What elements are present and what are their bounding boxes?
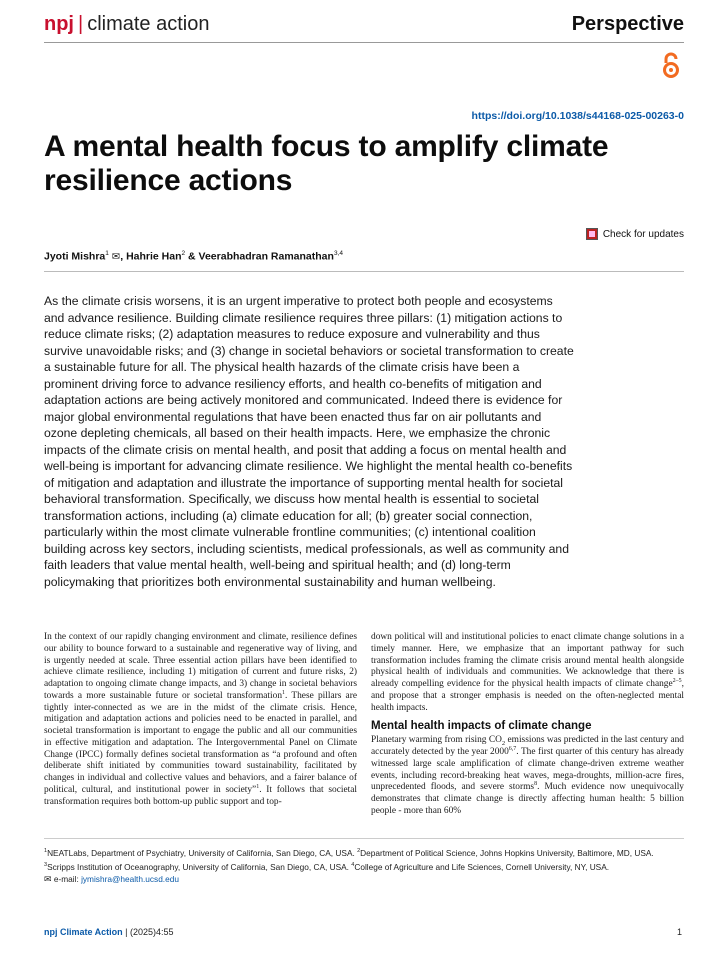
footer-volume: (2025)4:55 [130,927,174,937]
citation-mark[interactable]: 8 [534,781,538,788]
body-text: , and propose that a stronger emphasis is needed on the often-neglected mental health impacts. [371,679,684,713]
body-text: emissions was predicted in the last century and accurately detected by the year 2000 [371,735,684,757]
affiliation-mark: 3 [44,861,48,868]
subscript: 2 [501,740,506,748]
body-paragraph [371,735,684,817]
affiliations-divider [44,838,684,839]
affiliation-mark: 2 [357,848,361,854]
body-text: . It follows that societal transformation requires both bottom-up public support and top- [44,784,357,807]
footer-journal: npj Climate Action [44,927,123,937]
affiliation-text: College of Agriculture and Life Sciences, Cornell University, NY, USA. [354,861,610,872]
body-text: Planetary warming from rising CO [371,735,502,746]
journal-separator: | [78,13,84,35]
section-heading: Mental health impacts of climate change [371,720,592,733]
affiliation-mark: 1 [44,848,48,854]
body-column-left [44,632,357,808]
body-paragraph [44,632,357,808]
article-type: Perspective [571,13,684,35]
page-number: 1 [676,927,682,937]
citation-mark[interactable]: 1 [256,783,260,790]
article-title: A mental health focus to amplify climate resilience actions [44,130,609,197]
author-name[interactable]: Hahrie Han [126,250,182,263]
author-name[interactable]: Veerabhadran Ramanathan [198,250,334,263]
check-updates-label: Check for updates [602,228,684,240]
author-separator: & [185,250,199,263]
mail-icon[interactable]: ✉ [111,251,121,263]
body-text: In the context of our rapidly changing environment and climate, resilience defines our ability to bounce forward to a sustainable and regenerative way of living, and is urgently needed at scale. Three essential action pillars have been identified to achieve climate resilience, including 1) mitigation of current and future risks, 2) adaptation to ongoing climate change impacts, and 3) change in societal behaviors towards a more sustainable future or societal transformation [44,632,357,701]
body-text: . These pillars are tightly inter-connected as we are in the midst of the climate crisis. Hence, mitigation and adaptation actions and policies need to be enacted in parallel, and societal transformation is important to engage the public and all our communities in effective mitigation and adaptation. The Intergovernmental Panel on Climate Change (IPCC) formally defines societal transformation as “a profound and often deliberate shift initiated by communities toward sustainability, facilitated by changes in individual and collective values and behaviors, and a fairer balance of political, cultural, and institutional power in society” [44,690,357,795]
body-column-right [371,632,684,818]
citation-mark[interactable]: 2–5 [672,677,682,684]
header-divider [44,42,684,43]
author-list [44,250,343,263]
doi-link[interactable]: https://doi.org/10.1038/s44168-025-00263-0 [471,110,684,122]
author-separator: , [120,250,127,263]
check-for-updates-button[interactable] [586,228,684,240]
body-text: . Much evidence now unequivocally demonstrates that climate change is directly affecting human health: 5 billion people - more than 60% [371,782,684,816]
author-affiliation-mark: 2 [181,250,186,257]
affiliation-text: NEATLabs, Department of Psychiatry, University of California, San Diego, CA, USA. [47,847,358,858]
journal-title: climate action [87,13,210,35]
author-affiliation-mark: 3,4 [333,250,343,257]
journal-brand: npj [44,13,74,35]
body-text: down political will and institutional policies to enact climate change solutions in a timely manner. Here, we emphasize that an important pathway for such transformation includes framing the climate crisis around mental health alongside physical health of individuals and communities. We acknowledge that there is already compelling evidence for the physical health impacts of climate change [371,632,684,689]
email-label: e-mail: [51,873,82,884]
footer-separator: | [122,927,131,937]
abstract: As the climate crisis worsens, it is an urgent imperative to protect both people and ecosystems and advance resilience. Building climate resilience requires three pillars: (1) mitigation actions to reduce climate risks; (2) adaptation measures to reduce exposure and vulnerability and thus survive unavoidable risks; and (3) change in societal behaviors or societal transformation to create a sustainable future for all. The physical health hazards of the climate crisis have been a prominent driving force to advance resiliency efforts, and health co-benefits of mitigation and adaptation actions are being actively monitored and communicated. Indeed there is evidence for major global environmental regulations that have been enacted thus far on air pollutants and ozone depleting chemicals, all based on their health impacts. Here, we emphasize the chronic impacts of the climate crisis on mental health, and posit that adding a focus on mental health and well-being is important for advancing climate resilience. We highlight the mental health co-benefits of mitigation and adaptation and illustrate the importance of supporting mental health for societal behavioral transformation. Specifically, we discuss how mental health is essential to societal transformation actions, including (a) climate education for all; (b) greater social connection, particularly within the most climate vulnerable frontline communities; (c) intentional coalition building across key sectors, including scientists, medical professionals, as well as community and faith leaders that value mental health, well-being and spiritual health; and (d) long-term policymaking that prioritizes both environmental sustainability and human wellbeing. [44,294,574,589]
body-text: . The first quarter of this century has already witnessed large scale amplification of climate change-driven extreme weather events, including record-breaking heat waves, mega-droughts, million-acre fires, unprecedented floods, and severe storms [371,747,684,793]
journal-name [44,13,209,36]
author-affiliation-mark: 1 [105,250,109,257]
affiliation-text: Department of Political Science, Johns Hopkins University, Baltimore, MD, USA. [360,847,654,858]
citation-mark[interactable]: 6,7 [508,745,517,752]
open-access-icon [660,52,682,80]
affiliation-mark: 4 [351,861,355,868]
citation-mark[interactable]: 1 [282,689,286,696]
authors-divider [44,271,684,272]
check-updates-icon [586,228,598,240]
email-link[interactable]: jymishra@health.ucsd.edu [81,873,179,884]
footer-citation [44,927,174,937]
body-paragraph [371,632,684,714]
affiliations [44,845,686,885]
affiliation-text: Scripps Institution of Oceanography, University of California, San Diego, CA, USA. [47,861,352,872]
mail-icon: ✉ [44,873,52,884]
author-name[interactable]: Jyoti Mishra [44,250,106,263]
